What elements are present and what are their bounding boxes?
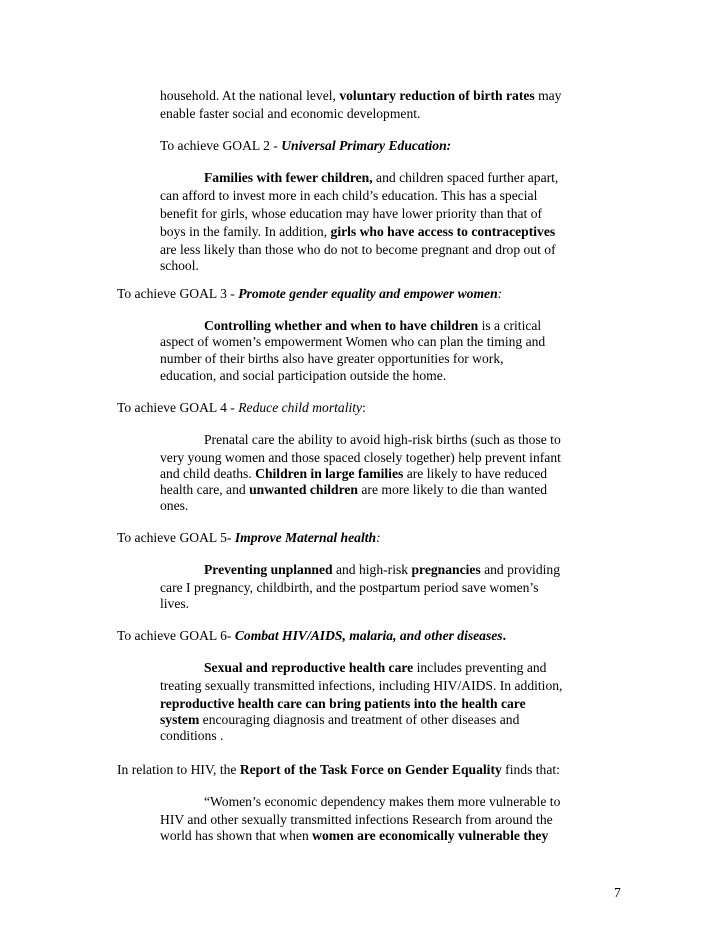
goal-2-heading: To achieve GOAL 2 - Universal Primary Education:: [160, 138, 452, 153]
goal-5-heading: To achieve GOAL 5- Improve Maternal health:: [117, 530, 381, 545]
hiv-heading: In relation to HIV, the Report of the Task Force on Gender Equality finds that:: [117, 762, 560, 777]
goal-3-heading: To achieve GOAL 3 - Promote gender equality and empower women:: [117, 286, 503, 301]
goal-5-line-1: Preventing unplanned and high-risk pregnancies and providing: [204, 562, 560, 577]
goal-4-line-2: very young women and those spaced closely together) help prevent infant: [160, 450, 561, 465]
goal-2-line-4: boys in the family. In addition, girls who have access to contraceptives: [160, 224, 556, 239]
goal-6-heading: To achieve GOAL 6- Combat HIV/AIDS, malaria, and other diseases.: [117, 628, 507, 643]
goal-6-line-5: conditions .: [160, 728, 224, 743]
goal-2-line-6: school.: [160, 258, 199, 273]
goal-3-line-1: Controlling whether and when to have children is a critical: [204, 318, 542, 333]
hiv-line-3: world has shown that when women are economically vulnerable they: [160, 828, 549, 843]
paragraph-1-line-2: enable faster social and economic development.: [160, 106, 421, 121]
goal-2-line-2: can afford to invest more in each child’s education. This has a special: [160, 188, 538, 203]
hiv-line-1: “Women’s economic dependency makes them more vulnerable to: [204, 794, 561, 809]
goal-4-heading: To achieve GOAL 4 - Reduce child mortality:: [117, 400, 366, 415]
goal-3-line-3: number of their births also have greater opportunities for work,: [160, 351, 504, 366]
goal-5-line-3: lives.: [160, 596, 190, 611]
goal-4-line-3: and child deaths. Children in large families are likely to have reduced: [160, 466, 548, 481]
goal-3-line-2: aspect of women’s empowerment Women who can plan the timing and: [160, 334, 546, 349]
goal-4-line-1: Prenatal care the ability to avoid high-risk births (such as those to: [204, 432, 561, 447]
goal-6-line-2: treating sexually transmitted infections, including HIV/AIDS. In addition,: [160, 678, 563, 693]
goal-6-line-3: reproductive health care can bring patients into the health care: [160, 696, 526, 711]
goal-4-line-5: ones.: [160, 498, 189, 513]
goal-6-line-4: system encouraging diagnosis and treatment of other diseases and: [160, 712, 520, 727]
goal-6-line-1: Sexual and reproductive health care includes preventing and: [204, 660, 547, 675]
goal-2-line-1: Families with fewer children, and children spaced further apart,: [204, 170, 559, 185]
goal-4-line-4: health care, and unwanted children are more likely to die than wanted: [160, 482, 548, 497]
goal-3-line-4: education, and social participation outside the home.: [160, 368, 447, 383]
hiv-line-2: HIV and other sexually transmitted infections Research from around the: [160, 812, 553, 827]
goal-5-line-2: care I pregnancy, childbirth, and the postpartum period save women’s: [160, 580, 539, 595]
paragraph-1-line-1: household. At the national level, voluntary reduction of birth rates may: [160, 88, 562, 103]
goal-2-line-5: are less likely than those who do not to become pregnant and drop out of: [160, 242, 556, 257]
page-number: 7: [614, 885, 621, 900]
goal-2-line-3: benefit for girls, whose education may have lower priority than that of: [160, 206, 543, 221]
